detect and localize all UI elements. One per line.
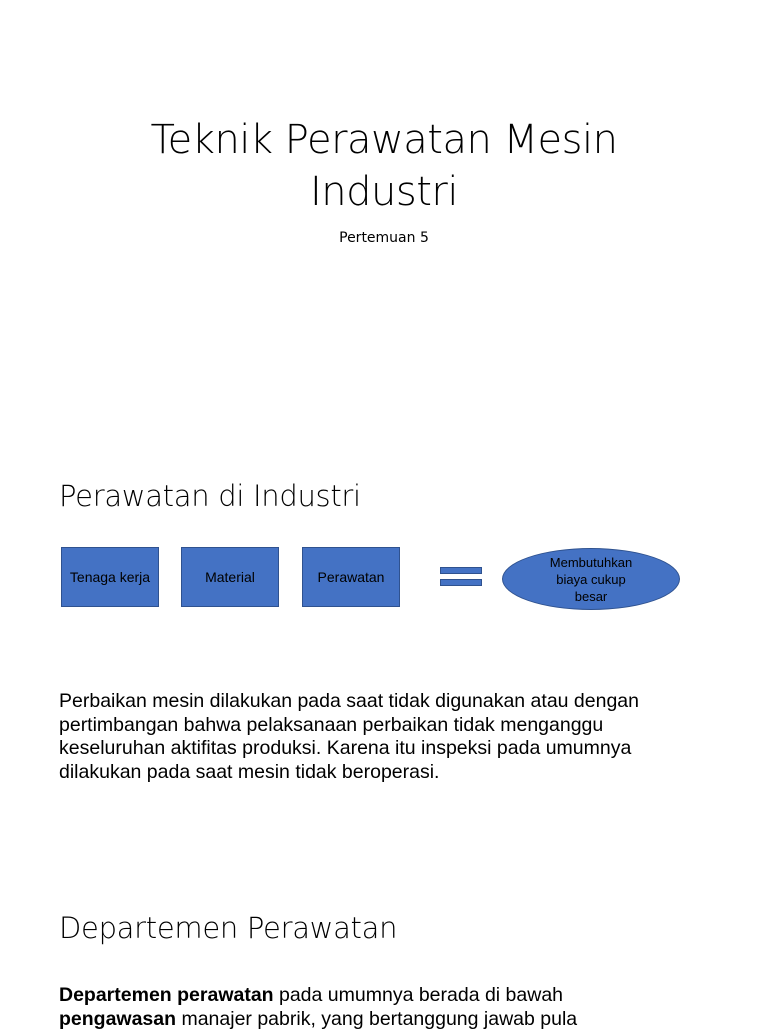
equals-sign [440, 567, 482, 589]
result-ellipse [502, 548, 680, 610]
box-perawatan: Perawatan [302, 547, 400, 607]
slide-title: Perawatan di Industri [59, 479, 361, 513]
body-paragraph: Perbaikan mesin dilakukan pada saat tidak digunakan atau dengan pertimbangan bahwa pelaksanaan perbaikan tidak menganggu keseluruhan aktifitas produksi. Karena itu inspeksi pada umumnya dilakukan pada saat mesin tidak beroperasi. [59, 690, 640, 783]
slide-departemen-perawatan [0, 864, 768, 1030]
slide-title: Departemen Perawatan [59, 911, 398, 945]
box-material: Material [181, 547, 279, 607]
bold-term: Departemen perawatan [59, 984, 274, 1006]
equals-bar-top [440, 567, 482, 574]
presentation-title: Teknik Perawatan Mesin Industri [150, 117, 618, 215]
result-text: Membutuhkan biaya cukup besar [549, 554, 633, 604]
body-text: manajer pabrik, yang bertanggung jawab pula [176, 1007, 578, 1030]
presentation-subtitle: Pertemuan 5 [339, 230, 429, 246]
bold-term: pengawasan [59, 1007, 177, 1030]
box-tenaga-kerja: Tenaga kerja [61, 547, 159, 607]
equals-bar-bottom [440, 579, 482, 586]
title-slide [0, 0, 768, 432]
slide-perawatan-di-industri [0, 432, 768, 864]
body-text: pada umumnya berada di bawah [273, 984, 564, 1006]
